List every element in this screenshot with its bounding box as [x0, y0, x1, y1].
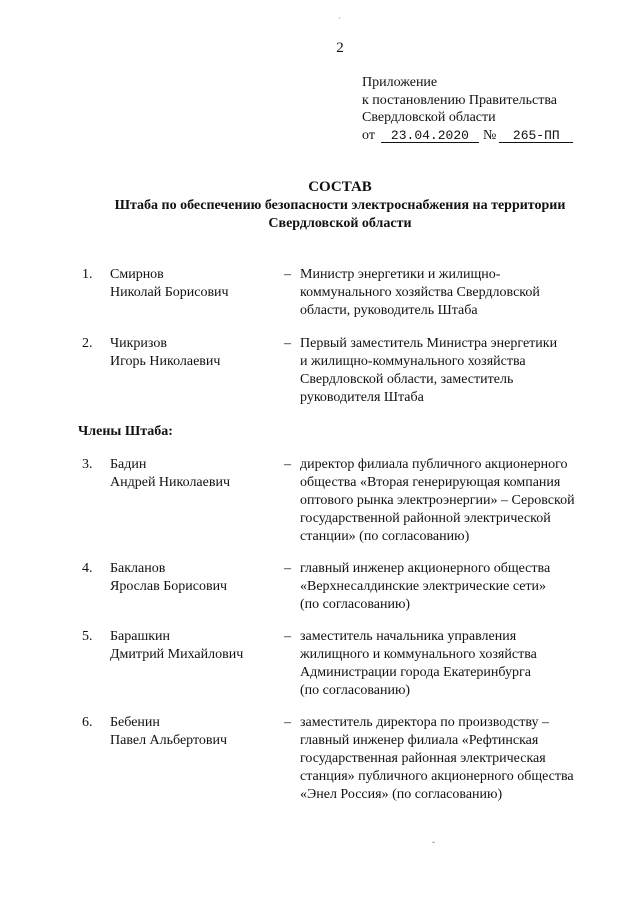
role-line: государственная районная электрическая: [300, 751, 546, 766]
role-description: [300, 714, 612, 804]
person-name: [110, 628, 280, 664]
role-line: руководителя Штаба: [300, 390, 424, 405]
document-title: СОСТАВ: [308, 179, 372, 195]
list-item: [78, 335, 618, 415]
surname: Бадин: [110, 457, 147, 472]
role-line: (по согласованию): [300, 597, 411, 612]
role-line: жилищного и коммунального хозяйства: [300, 647, 537, 662]
role-line: Администрации города Екатеринбурга: [300, 665, 531, 680]
role-line: оптового рынка электроэнергии» – Серовской: [300, 493, 575, 508]
list-item: [78, 628, 618, 708]
given-name: Павел Альбертович: [110, 733, 228, 748]
role-line: главный инженер акционерного общества: [300, 561, 551, 576]
item-number: 5.: [82, 629, 93, 644]
role-line: главный инженер филиала «Рефтинская: [300, 733, 539, 748]
role-line: и жилищно-коммунального хозяйства: [300, 354, 526, 369]
appendix-date-row: [362, 127, 632, 145]
given-name: Николай Борисович: [110, 285, 229, 300]
dash: –: [284, 267, 291, 282]
person-name: [110, 266, 280, 302]
surname: Бакланов: [110, 561, 166, 576]
appendix-line: к постановлению Правительства: [362, 92, 558, 108]
given-name: Ярослав Борисович: [110, 579, 228, 594]
person-name: [110, 335, 280, 371]
role-line: коммунального хозяйства Свердловской: [300, 285, 540, 300]
dash: –: [284, 336, 291, 351]
person-name: [110, 560, 280, 596]
role-line: станция» публичного акционерного общества: [300, 769, 574, 784]
appendix-header: [362, 74, 632, 144]
item-number: 2.: [82, 336, 93, 351]
role-line: (по согласованию): [300, 683, 411, 698]
surname: Бебенин: [110, 715, 160, 730]
surname: Смирнов: [110, 267, 164, 282]
number-value: 265-ПП: [499, 129, 573, 143]
scan-speck: ˊ: [338, 16, 341, 26]
role-description: [300, 335, 612, 407]
members-heading: Члены Штаба:: [78, 424, 173, 439]
role-line: «Верхнесалдинские электрические сети»: [300, 579, 547, 594]
surname: Чикризов: [110, 336, 167, 351]
role-line: заместитель директора по производству –: [300, 715, 549, 730]
role-line: Министр энергетики и жилищно-: [300, 267, 501, 282]
role-line: Первый заместитель Министра энергетики: [300, 336, 558, 351]
role-line: государственной районной электрической: [300, 511, 551, 526]
surname: Барашкин: [110, 629, 171, 644]
date-prefix: от: [362, 127, 375, 143]
given-name: Дмитрий Михайлович: [110, 647, 244, 662]
given-name: Игорь Николаевич: [110, 354, 221, 369]
role-description: [300, 266, 612, 320]
dash: –: [284, 457, 291, 472]
role-line: заместитель начальника управления: [300, 629, 517, 644]
list-item: [78, 714, 618, 802]
role-description: [300, 456, 612, 546]
date-value: 23.04.2020: [381, 129, 479, 143]
list-item: [78, 266, 618, 346]
document-subtitle: Штаба по обеспечению безопасности электроснабжения на территории: [114, 198, 566, 213]
appendix-line: Свердловской области: [362, 110, 496, 125]
role-line: общества «Вторая генерирующая компания: [300, 475, 561, 490]
person-name: [110, 456, 280, 492]
role-description: [300, 560, 612, 614]
given-name: Андрей Николаевич: [110, 475, 230, 490]
scan-speck: ˇ: [432, 840, 435, 850]
role-line: Свердловской области, заместитель: [300, 372, 514, 387]
item-number: 6.: [82, 715, 93, 730]
document-title-block: [60, 178, 620, 233]
dash: –: [284, 715, 291, 730]
item-number: 4.: [82, 561, 93, 576]
list-item: [78, 456, 618, 544]
role-line: «Энел Россия» (по согласованию): [300, 787, 503, 802]
role-line: станции» (по согласованию): [300, 529, 470, 544]
person-name: [110, 714, 280, 750]
role-description: [300, 628, 612, 700]
appendix-line: Приложение: [362, 75, 438, 90]
item-number: 3.: [82, 457, 93, 472]
page-number: 2: [336, 40, 344, 56]
dash: –: [284, 629, 291, 644]
dash: –: [284, 561, 291, 576]
document-subtitle: Свердловской области: [268, 216, 412, 231]
role-line: области, руководитель Штаба: [300, 303, 478, 318]
item-number: 1.: [82, 267, 93, 282]
role-line: директор филиала публичного акционерного: [300, 457, 568, 472]
number-prefix: №: [482, 127, 497, 143]
